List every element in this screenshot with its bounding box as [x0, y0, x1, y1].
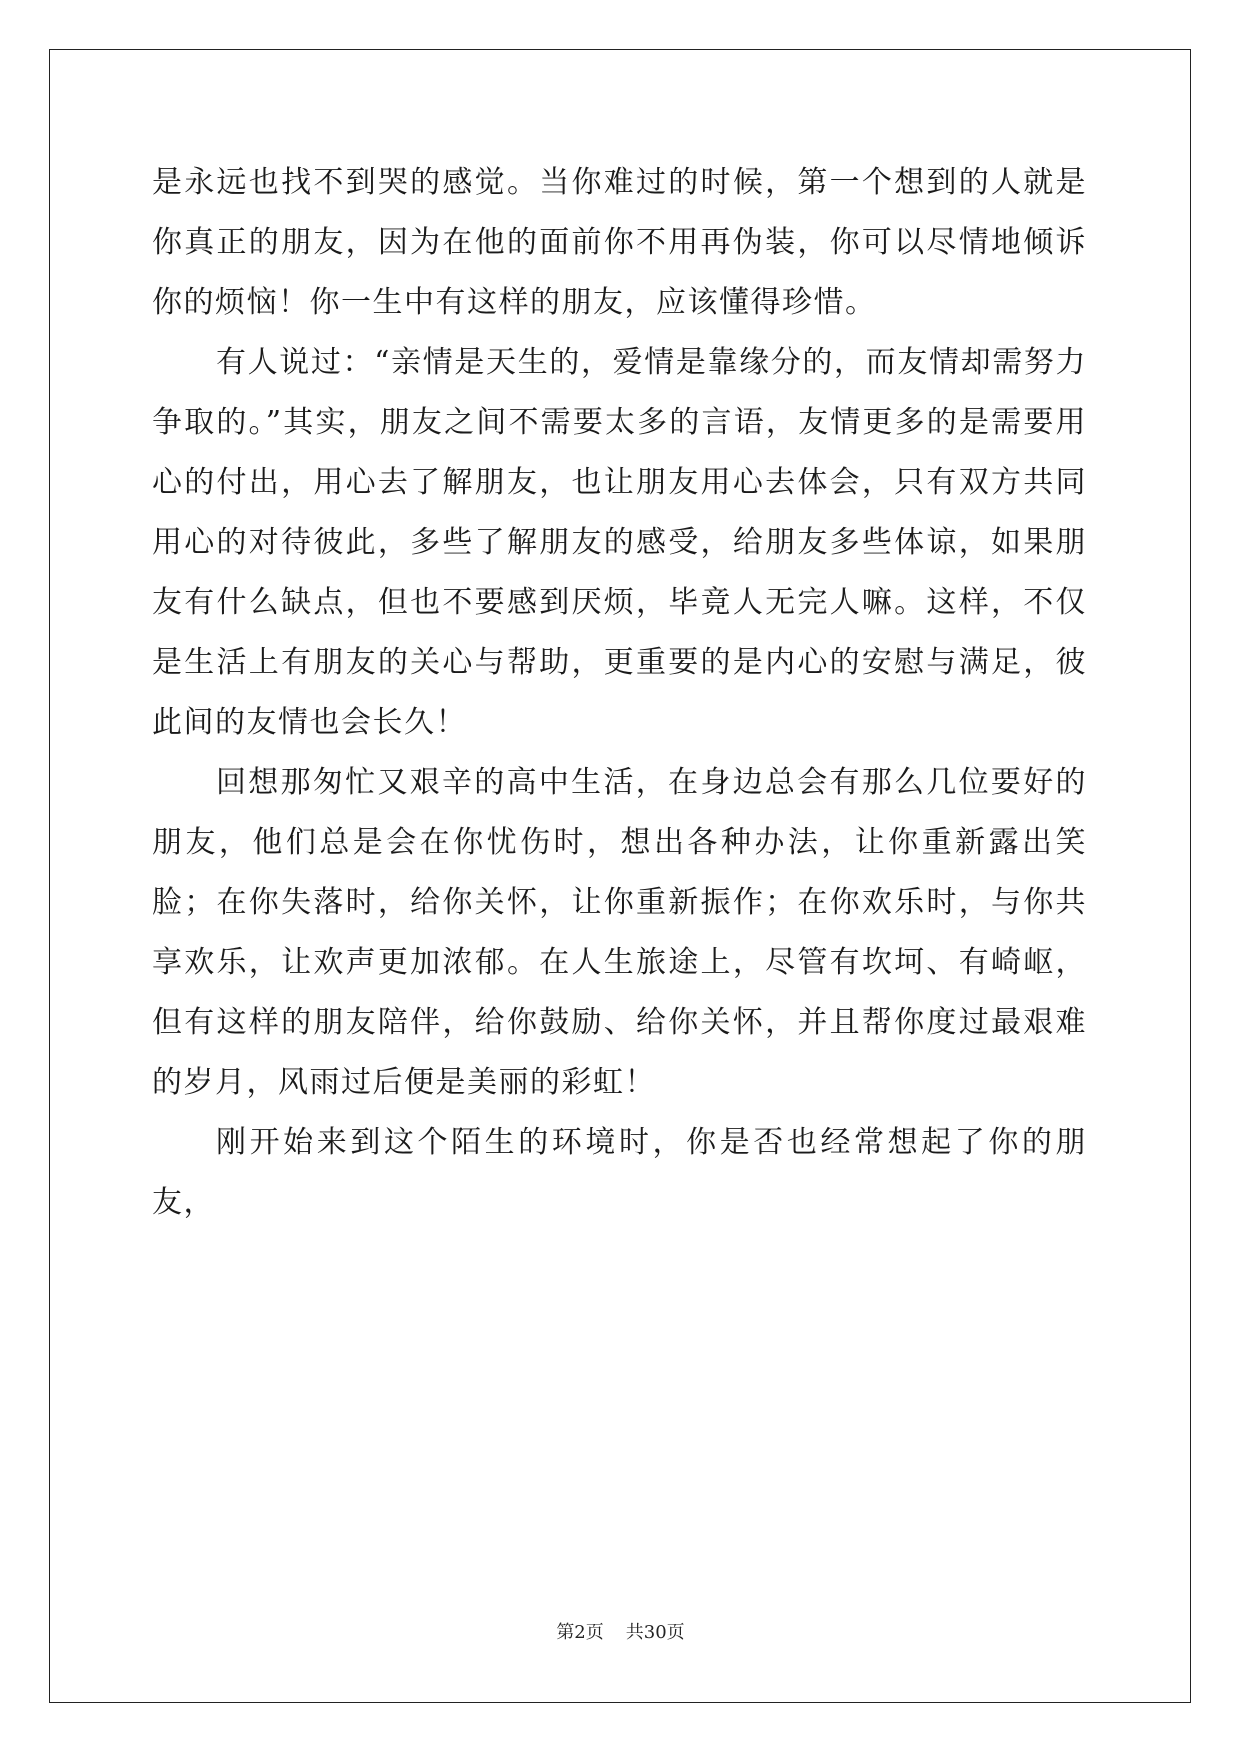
paragraph-1: 是永远也找不到哭的感觉。当你难过的时候，第一个想到的人就是你真正的朋友，因为在他的面前你不用再伪装，你可以尽情地倾诉你的烦恼！你一生中有这样的朋友，应该懂得珍惜。 [152, 165, 1087, 320]
paragraph-4: 刚开始来到这个陌生的环境时，你是否也经常想起了你的朋友， [152, 1125, 1087, 1220]
page-number: 第2页 [556, 1622, 604, 1643]
document-body [152, 153, 1087, 1233]
paragraph-2: 有人说过：“亲情是天生的，爱情是靠缘分的，而友情却需努力争取的。”其实，朋友之间不需要太多的言语，友情更多的是需要用心的付出，用心去了解朋友，也让朋友用心去体会，只有双方共同用心的对待彼此，多些了解朋友的感受，给朋友多些体谅，如果朋友有什么缺点，但也不要感到厌烦，毕竟人无完人嘛。这样，不仅是生活上有朋友的关心与帮助，更重要的是内心的安慰与满足，彼此间的友情也会长久！ [152, 345, 1087, 740]
page-footer [0, 1618, 1241, 1644]
page-total: 共30页 [625, 1622, 685, 1643]
paragraph-3: 回想那匆忙又艰辛的高中生活，在身边总会有那么几位要好的朋友，他们总是会在你忧伤时，想出各种办法，让你重新露出笑脸；在你失落时，给你关怀，让你重新振作；在你欢乐时，与你共享欢乐，让欢声更加浓郁。在人生旅途上，尽管有坎坷、有崎岖，但有这样的朋友陪伴，给你鼓励、给你关怀，并且帮你度过最艰难的岁月，风雨过后便是美丽的彩虹！ [152, 765, 1087, 1100]
